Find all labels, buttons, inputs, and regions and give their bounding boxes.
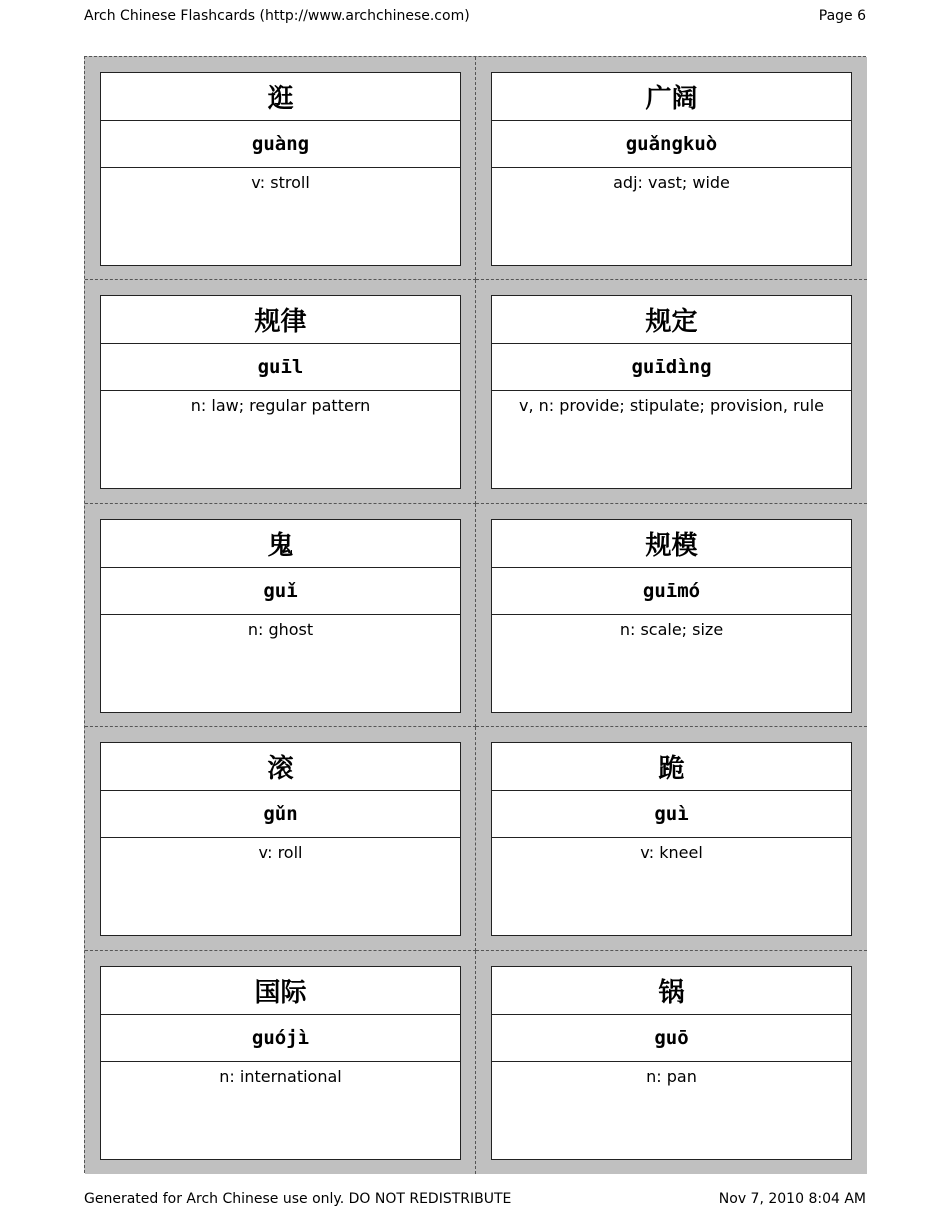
- card-hanzi: 鬼: [101, 520, 460, 568]
- flashcard: [491, 742, 852, 936]
- card-pinyin: guì: [492, 791, 851, 838]
- card-pinyin: guīl: [101, 344, 460, 391]
- card-definition: n: scale; size: [619, 619, 724, 639]
- card-pinyin: guō: [492, 1015, 851, 1062]
- card-pinyin: guójì: [101, 1015, 460, 1062]
- card-definition: n: law; regular pattern: [190, 396, 371, 416]
- card-hanzi: 国际: [101, 967, 460, 1015]
- flashcard: [100, 295, 461, 489]
- card-cell: [476, 57, 867, 280]
- card-hanzi: 滚: [101, 743, 460, 791]
- footer-date: Nov 7, 2010 8:04 AM: [718, 1191, 866, 1207]
- card-definition: adj: vast; wide: [613, 173, 730, 192]
- card-pinyin: guǎngkuò: [492, 121, 851, 168]
- flashcard: [100, 519, 461, 713]
- page-number: Page 6: [818, 8, 866, 24]
- card-definition: n: ghost: [247, 619, 314, 639]
- card-hanzi: 广阔: [492, 73, 851, 121]
- flashcard: [491, 295, 852, 489]
- card-hanzi: 规定: [492, 296, 851, 344]
- card-pinyin: guīmó: [492, 568, 851, 615]
- card-pinyin: guǐ: [101, 568, 460, 615]
- card-hanzi: 跪: [492, 743, 851, 791]
- flashcard-grid: [84, 56, 866, 1173]
- flashcard: [100, 72, 461, 266]
- flashcard: [491, 519, 852, 713]
- card-pinyin: guīdìng: [492, 344, 851, 391]
- card-cell: [85, 951, 476, 1174]
- flashcard: [100, 742, 461, 936]
- header-title: Arch Chinese Flashcards (http://www.archchinese.com): [84, 8, 470, 24]
- card-definition: v, n: provide; stipulate; provision, rule: [519, 396, 824, 416]
- card-cell: [85, 727, 476, 950]
- card-definition: v: kneel: [640, 843, 703, 863]
- card-definition: v: stroll: [251, 173, 310, 192]
- card-definition: n: pan: [646, 1066, 697, 1086]
- card-definition: n: international: [219, 1066, 342, 1086]
- flashcard: [491, 72, 852, 266]
- flashcard: [100, 966, 461, 1160]
- flashcard: [491, 966, 852, 1160]
- card-cell: [476, 727, 867, 950]
- footer-notice: Generated for Arch Chinese use only. DO NOT REDISTRIBUTE: [84, 1191, 512, 1207]
- card-hanzi: 逛: [101, 73, 460, 121]
- card-hanzi: 锅: [492, 967, 851, 1015]
- card-cell: [476, 504, 867, 727]
- card-cell: [85, 504, 476, 727]
- card-cell: [476, 951, 867, 1174]
- card-cell: [476, 280, 867, 503]
- card-cell: [85, 280, 476, 503]
- card-hanzi: 规律: [101, 296, 460, 344]
- card-pinyin: guàng: [101, 121, 460, 168]
- card-definition: v: roll: [258, 843, 303, 863]
- card-pinyin: gǔn: [101, 791, 460, 838]
- card-cell: [85, 57, 476, 280]
- card-hanzi: 规模: [492, 520, 851, 568]
